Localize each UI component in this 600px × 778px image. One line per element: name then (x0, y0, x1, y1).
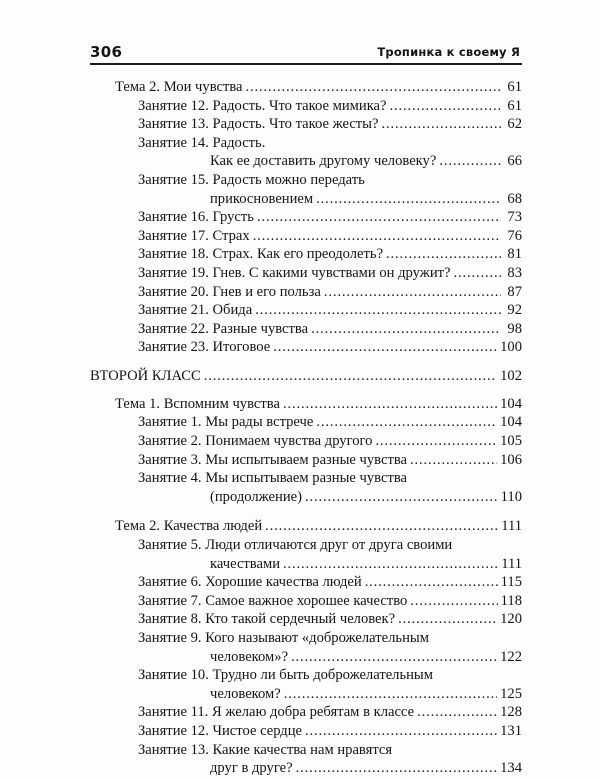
toc-entry-title: Занятие 22. Разные чувства (138, 320, 309, 337)
toc-entry-title: Занятие 18. Страх. Как его преодолеть? (138, 246, 384, 263)
toc-page-number: 134 (500, 760, 522, 777)
leader-dots (439, 152, 501, 171)
toc-theme-entry[interactable] (90, 78, 522, 97)
toc-entry-title: Занятие 15. Радость можно передать (138, 171, 365, 188)
leader-dots (316, 190, 501, 209)
toc-entry-title-cont: друг в друге? (210, 760, 293, 777)
toc-entry-title: Занятие 14. Радость. (138, 134, 266, 151)
page-number: 306 (90, 43, 123, 61)
toc-lesson-entry[interactable] (90, 536, 522, 555)
toc-lesson-entry[interactable] (90, 666, 522, 685)
toc-lesson-entry[interactable] (90, 413, 522, 432)
toc-lesson-entry[interactable] (90, 573, 522, 592)
leader-dots (283, 395, 497, 414)
leader-dots (305, 488, 498, 507)
toc-entry-title: Занятие 17. Страх (138, 227, 250, 244)
toc-page-number: 115 (500, 574, 522, 591)
toc-entry-title-cont: (продолжение) (210, 488, 302, 505)
leader-dots (291, 648, 497, 667)
toc-entry-title: Занятие 21. Обида (138, 302, 253, 319)
toc-entry-title-cont: Как ее доставить другому человеку? (210, 153, 437, 170)
leader-dots (257, 208, 501, 227)
toc-lesson-continuation[interactable] (90, 488, 522, 507)
toc-page-number: 61 (507, 97, 522, 114)
toc-page-number: 76 (507, 227, 522, 244)
toc-lesson-entry[interactable] (90, 629, 522, 648)
toc-page-number: 66 (507, 153, 522, 170)
leader-dots (253, 227, 501, 246)
toc-page-number: 100 (500, 339, 522, 356)
leader-dots (375, 432, 497, 451)
toc-page-number: 104 (500, 414, 522, 431)
toc-lesson-entry[interactable] (90, 208, 522, 227)
toc-lesson-continuation[interactable] (90, 685, 522, 704)
toc-page-number: 87 (507, 283, 522, 300)
running-title: Тропинка к своему Я (377, 45, 520, 59)
toc-entry-title: Занятие 4. Мы испытываем разные чувства (138, 470, 408, 487)
toc-entry-title-cont: человеком»? (210, 648, 289, 665)
toc-lesson-entry[interactable] (90, 134, 522, 153)
leader-dots (410, 451, 497, 470)
toc-lesson-entry[interactable] (90, 592, 522, 611)
toc-lesson-entry[interactable] (90, 245, 522, 264)
toc-page-number: 122 (500, 648, 522, 665)
leader-dots (454, 264, 502, 283)
toc-page-number: 81 (507, 246, 522, 263)
toc-page-number: 105 (500, 433, 522, 450)
toc-lesson-entry[interactable] (90, 722, 522, 741)
leader-dots (273, 338, 497, 357)
header-rule (90, 63, 522, 65)
leader-dots (265, 517, 498, 536)
toc-section-title: ВТОРОЙ КЛАСС (90, 367, 201, 384)
leader-dots (204, 367, 497, 386)
toc-entry-title: Тема 1. Вспомним чувства (115, 395, 280, 412)
toc-lesson-entry[interactable] (90, 703, 522, 722)
toc-lesson-entry[interactable] (90, 610, 522, 629)
toc-entry-title: Занятие 12. Радость. Что такое мимика? (138, 97, 387, 114)
toc-entry-title: Занятие 11. Я желаю добра ребятам в классе (138, 704, 415, 721)
leader-dots (381, 115, 501, 134)
toc-entry-title-cont: прикосновением (210, 190, 314, 207)
leader-dots (283, 555, 498, 574)
toc-entry-title: Занятие 9. Кого называют «доброжелательным (138, 630, 429, 647)
leader-dots (390, 97, 501, 116)
toc-page-number: 61 (507, 79, 522, 95)
leader-dots (417, 703, 497, 722)
leader-dots (311, 320, 501, 339)
toc-lesson-entry[interactable] (90, 338, 522, 357)
toc-entry-title: Занятие 20. Гнев и его польза (138, 283, 321, 300)
toc-entry-title-cont: человеком? (210, 685, 281, 702)
toc-theme-entry[interactable] (90, 517, 522, 536)
toc-lesson-continuation[interactable] (90, 555, 522, 574)
toc-page-number: 106 (500, 451, 522, 468)
toc-lesson-entry[interactable] (90, 301, 522, 320)
toc-page-number: 120 (500, 611, 522, 628)
leader-dots (365, 573, 498, 592)
toc-entry-title: Занятие 23. Итоговое (138, 339, 271, 356)
leader-dots (255, 301, 501, 320)
toc-lesson-entry[interactable] (90, 171, 522, 190)
toc-page-number: 111 (501, 518, 522, 535)
toc-lesson-entry[interactable] (90, 115, 522, 134)
toc-lesson-entry[interactable] (90, 97, 522, 116)
toc-entry-title: Занятие 13. Радость. Что такое жесты? (138, 116, 379, 133)
leader-dots (284, 685, 497, 704)
toc-page-number: 118 (500, 592, 522, 609)
toc-lesson-continuation[interactable] (90, 759, 522, 778)
toc-page-number: 128 (500, 704, 522, 721)
leader-dots (316, 413, 497, 432)
toc-entry-title: Занятие 1. Мы рады встрече (138, 414, 314, 431)
leader-dots (324, 283, 501, 302)
toc-entry-title: Занятие 13. Какие качества нам нравятся (138, 741, 393, 758)
toc-theme-entry[interactable] (90, 395, 522, 414)
toc-page-number: 111 (501, 555, 522, 572)
toc-entry-title: Занятие 12. Чистое сердце (138, 722, 303, 739)
page-header (0, 0, 600, 60)
toc-entry-title: Занятие 6. Хорошие качества людей (138, 574, 362, 591)
toc-lesson-continuation[interactable] (90, 190, 522, 209)
leader-dots (386, 245, 501, 264)
toc-entry-title-cont: качествами (210, 555, 281, 572)
toc-entry-title: Занятие 8. Кто такой сердечный человек? (138, 611, 396, 628)
toc-page-number: 83 (507, 264, 522, 281)
toc-lesson-entry[interactable] (90, 264, 522, 283)
toc-lesson-entry[interactable] (90, 451, 522, 470)
toc-page-number: 62 (507, 116, 522, 133)
toc-page-number: 92 (507, 302, 522, 319)
toc-page-number: 104 (500, 395, 522, 412)
toc-page-number: 110 (500, 488, 522, 505)
toc-entry-title: Тема 2. Мои чувства (115, 79, 243, 95)
toc-lesson-entry[interactable] (90, 283, 522, 302)
toc-lesson-continuation[interactable] (90, 648, 522, 667)
toc-entry-title: Занятие 2. Понимаем чувства другого (138, 433, 373, 450)
leader-dots (305, 722, 497, 741)
toc-entry-title: Занятие 7. Самое важное хорошее качество (138, 592, 408, 609)
leader-dots (246, 78, 501, 97)
toc-entry-title: Занятие 10. Трудно ли быть доброжелательным (138, 667, 433, 684)
toc-lesson-entry[interactable] (90, 469, 522, 488)
toc-lesson-continuation[interactable] (90, 152, 522, 171)
toc-page-number: 98 (507, 320, 522, 337)
toc-entry-title: Занятие 19. Гнев. С какими чувствами он дружит? (138, 264, 451, 281)
table-of-contents (90, 78, 522, 778)
toc-entry-title: Тема 2. Качества людей (115, 518, 263, 535)
toc-page-number: 68 (507, 190, 522, 207)
toc-page-number: 125 (500, 685, 522, 702)
toc-lesson-entry[interactable] (90, 320, 522, 339)
toc-lesson-entry[interactable] (90, 227, 522, 246)
leader-dots (296, 759, 498, 778)
toc-entry-title: Занятие 16. Грусть (138, 209, 254, 226)
toc-section-entry[interactable] (90, 367, 522, 386)
toc-lesson-entry[interactable] (90, 432, 522, 451)
leader-dots (398, 610, 497, 629)
toc-page-number: 102 (500, 367, 522, 384)
toc-entry-title: Занятие 3. Мы испытываем разные чувства (138, 451, 408, 468)
toc-page-number: 73 (507, 209, 522, 226)
toc-page-number: 131 (500, 722, 522, 739)
toc-entry-title: Занятие 5. Люди отличаются друг от друга своими (138, 537, 453, 554)
leader-dots (410, 592, 497, 611)
